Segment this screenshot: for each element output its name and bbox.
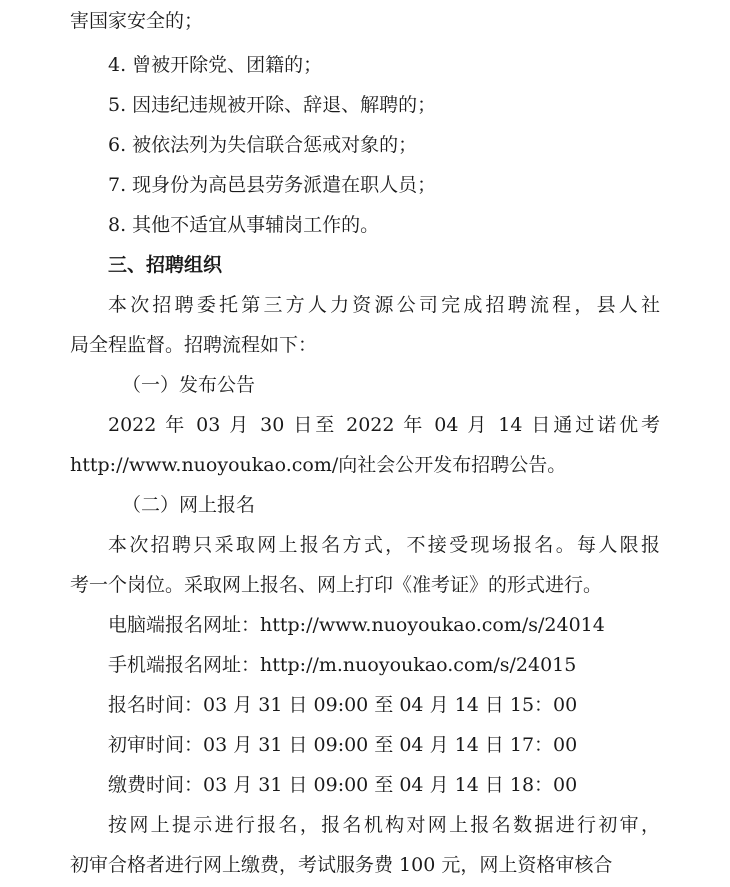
paragraph-line: 考一个岗位。采取网上报名、网上打印《准考证》的形式进行。 [70, 574, 603, 596]
section-heading: 三、招聘组织 [108, 254, 223, 276]
paragraph-line: 初审合格者进行网上缴费，考试服务费 100 元，网上资格审核合 [70, 854, 613, 876]
paragraph-line: 本次招聘委托第三方人力资源公司完成招聘流程，县人社 [108, 294, 660, 316]
paragraph-line: http://www.nuoyoukao.com/向社会公开发布招聘公告。 [70, 454, 567, 476]
subsection-heading: （二）网上报名 [122, 494, 256, 516]
registration-time-line: 报名时间：03 月 31 日 09:00 至 04 月 14 日 15：00 [108, 694, 578, 716]
mobile-url-line: 手机端报名网址：http://m.nuoyoukao.com/s/24015 [108, 654, 577, 676]
list-item: 7. 现身份为高邑县劳务派遣在职人员； [108, 174, 437, 196]
list-item: 4. 曾被开除党、团籍的； [108, 54, 323, 76]
paragraph-line: 局全程监督。招聘流程如下： [70, 334, 318, 356]
list-item: 6. 被依法列为失信联合惩戒对象的； [108, 134, 418, 156]
paragraph-line: 2022 年 03 月 30 日至 2022 年 04 月 14 日通过诺优考 [108, 414, 660, 436]
list-item: 5. 因违纪违规被开除、辞退、解聘的； [108, 94, 437, 116]
paragraph-line: 本次招聘只采取网上报名方式，不接受现场报名。每人限报 [108, 534, 660, 556]
list-item: 8. 其他不适宜从事辅岗工作的。 [108, 214, 380, 236]
text-line: 害国家安全的； [70, 10, 204, 32]
pc-url-line: 电脑端报名网址：http://www.nuoyoukao.com/s/24014 [108, 614, 605, 636]
payment-time-line: 缴费时间：03 月 31 日 09:00 至 04 月 14 日 18：00 [108, 774, 578, 796]
paragraph-line: 按网上提示进行报名，报名机构对网上报名数据进行初审， [108, 814, 660, 836]
review-time-line: 初审时间：03 月 31 日 09:00 至 04 月 14 日 17：00 [108, 734, 578, 756]
subsection-heading: （一）发布公告 [122, 374, 256, 396]
